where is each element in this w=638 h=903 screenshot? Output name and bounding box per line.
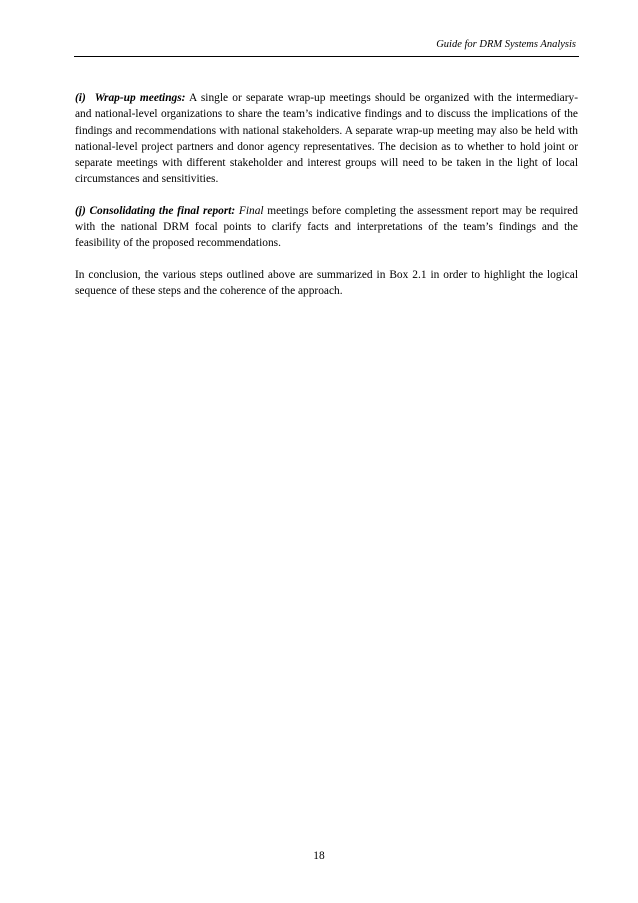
paragraph-text: meetings before completing the assessment report may be required with the national DRM focal points to clarify facts and interpretations of the team’s findings and the feasibility of the proposed recommendations.: [75, 204, 579, 250]
paragraph-text: A single or separate wrap-up meetings should be organized with the intermediary- and national-level organizations to share the team’s indicative findings and to discuss the implications of the findings and recommendations with national stakeholders. A separate wrap-up meeting may also be held with national-level project partners and donor agency representatives. The decision as to whether to hold joint or separate meetings with different stakeholder and interest groups will need to be taken in the light of local circumstances and sensitivities.: [75, 92, 578, 186]
paragraph-wrap-up-meetings: [75, 90, 578, 188]
header-divider: [74, 56, 579, 57]
paragraph-text: In conclusion, the various steps outlined above are summarized in Box 2.1 in order to highlight the logical sequence of these steps and the coherence of the approach.: [75, 268, 578, 297]
paragraph-label: (i): [75, 92, 86, 104]
page-number: 18: [313, 850, 325, 862]
paragraph-consolidating-final-report: [75, 203, 578, 252]
paragraph-heading: Wrap-up meetings:: [94, 92, 186, 104]
paragraph-heading: Consolidating the final report:: [89, 204, 236, 217]
document-body: [75, 90, 578, 314]
running-header: Guide for DRM Systems Analysis: [436, 39, 576, 50]
paragraph-label: (j): [75, 204, 86, 217]
paragraph-first-word: Final: [238, 204, 264, 217]
paragraph-conclusion: [75, 267, 578, 300]
